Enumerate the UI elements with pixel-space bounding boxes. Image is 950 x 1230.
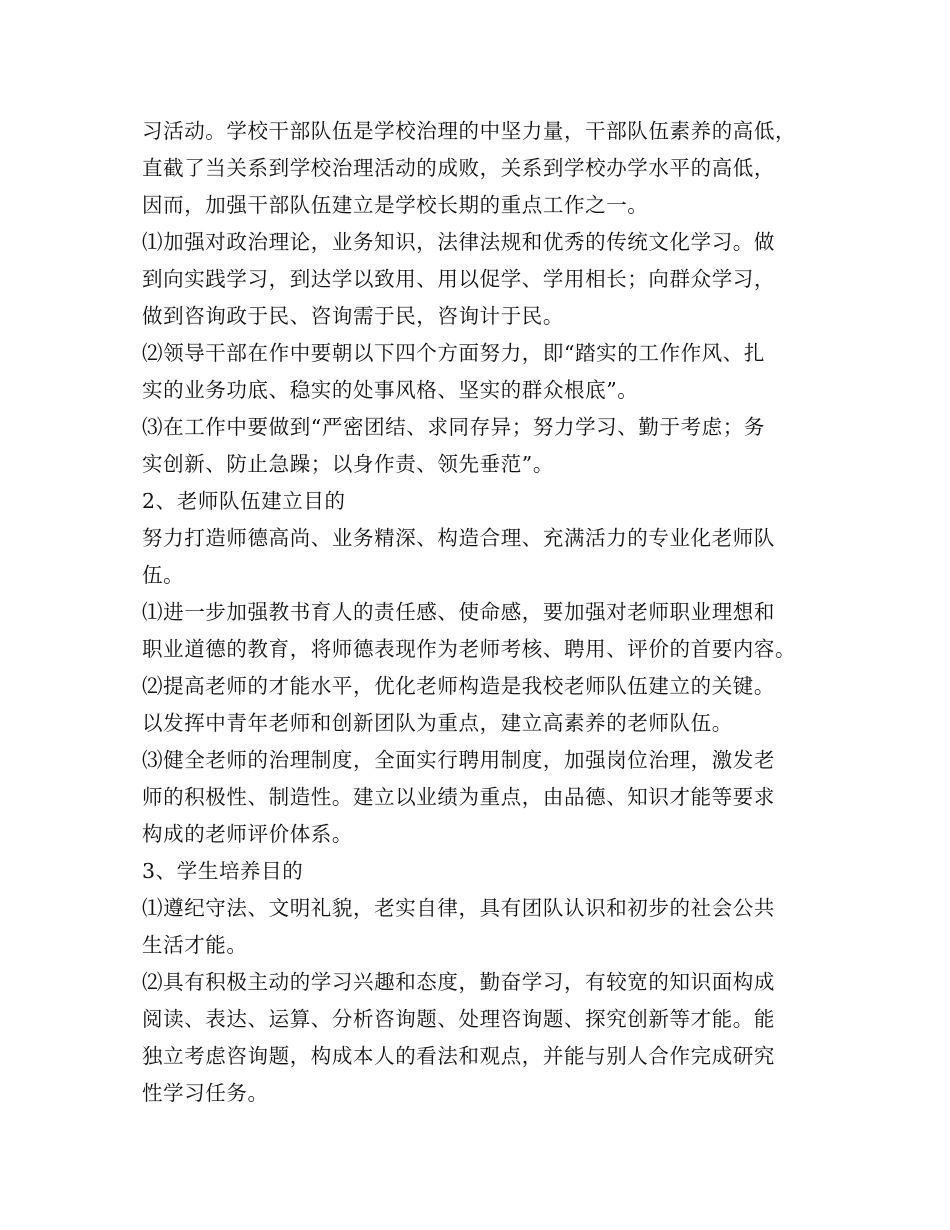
- text-line: 性学习任务。: [142, 1081, 269, 1105]
- text-line: 生活才能。: [142, 933, 248, 957]
- text-line: 努力打造师德高尚、业务精深、构造合理、充满活力的专业化老师队: [142, 526, 775, 550]
- text-line: 实创新、防止急躁；以身作责、领先垂范”。: [142, 452, 554, 476]
- text-line: 习活动。学校干部队伍是学校治理的中坚力量，干部队伍素养的高低，: [142, 119, 797, 143]
- text-line: 伍。: [142, 563, 185, 587]
- text-line: 做到咨询政于民、咨询需于民，咨询计于民。: [142, 304, 564, 328]
- text-line: ⑵领导干部在作中要朝以下四个方面努力，即“踏实的工作作风、扎: [142, 341, 765, 365]
- text-line: 直截了当关系到学校治理活动的成败，关系到学校办学水平的高低，: [142, 156, 775, 180]
- section-heading: 3、学生培养目的: [142, 859, 304, 883]
- text-line: 以发挥中青年老师和创新团队为重点，建立高素养的老师队伍。: [142, 711, 733, 735]
- text-line: 到向实践学习，到达学以致用、用以促学、学用相长；向群众学习，: [142, 267, 775, 291]
- text-line: 师的积极性、制造性。建立以业绩为重点，由品德、知识才能等要求: [142, 785, 775, 809]
- text-line: 因而，加强干部队伍建立是学校长期的重点工作之一。: [142, 193, 649, 217]
- text-line: 阅读、表达、运算、分析咨询题、处理咨询题、探究创新等才能。能: [142, 1007, 775, 1031]
- section-heading: 2、老师队伍建立目的: [142, 489, 346, 513]
- text-line: ⑴进一步加强教书育人的责任感、使命感，要加强对老师职业理想和: [142, 600, 775, 624]
- document-page: [142, 113, 842, 1112]
- text-line: ⑶在工作中要做到“严密团结、求同存异；努力学习、勤于考虑；务: [142, 415, 765, 439]
- text-line: ⑴遵纪守法、文明礼貌，老实自律，具有团队认识和初步的社会公共: [142, 896, 775, 920]
- text-line: 职业道德的教育，将师德表现作为老师考核、聘用、评价的首要内容。: [142, 637, 797, 661]
- text-line: 构成的老师评价体系。: [142, 822, 353, 846]
- text-line: ⑵具有积极主动的学习兴趣和态度，勤奋学习，有较宽的知识面构成: [142, 970, 775, 994]
- text-line: ⑶健全老师的治理制度，全面实行聘用制度，加强岗位治理，激发老: [142, 748, 775, 772]
- text-line: ⑴加强对政治理论，业务知识，法律法规和优秀的传统文化学习。做: [142, 230, 775, 254]
- text-line: ⑵提高老师的才能水平，优化老师构造是我校老师队伍建立的关键。: [142, 674, 775, 698]
- text-line: 实的业务功底、稳实的处事风格、坚实的群众根底”。: [142, 378, 639, 402]
- text-line: 独立考虑咨询题，构成本人的看法和观点，并能与别人合作完成研究: [142, 1044, 775, 1068]
